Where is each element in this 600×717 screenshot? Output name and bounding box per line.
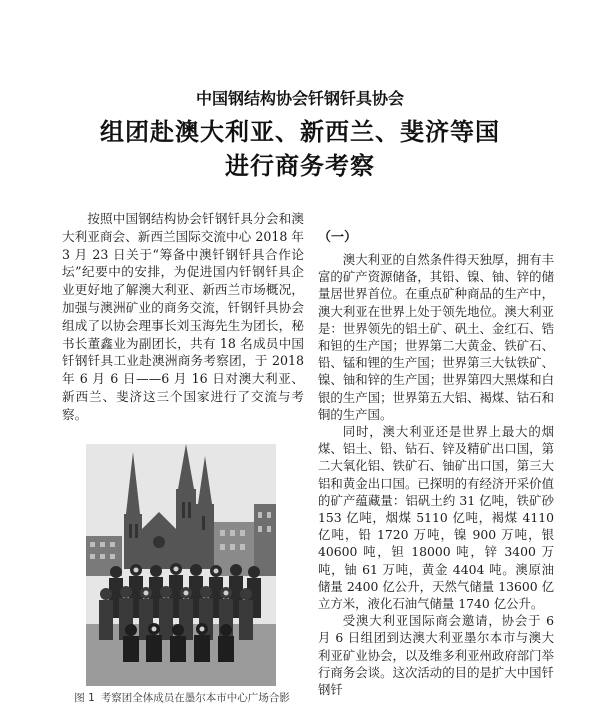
organization-name: 中国钢结构协会钎钢钎具协会 xyxy=(195,89,404,108)
left-column xyxy=(62,210,304,424)
article-title-line-1: 组团赴澳大利亚、新西兰、斐济等国 xyxy=(100,117,500,146)
right-column xyxy=(318,226,554,698)
group-photo-illustration xyxy=(86,444,276,686)
figure-caption-text: 考察团全体成员在墨尔本市中心广场合影 xyxy=(100,692,290,704)
body-paragraph-2: 同时，澳大利亚还是世界上最大的烟煤、铝土、铅、钻石、锌及精矿出口国，第二大氧化铝、铁矿石、铀矿出口国，第三大铝和黄金出口国。已探明的有经济开采价值的矿产蕴藏量：铝矾土约 31 亿吨，铁矿砂 153 亿吨，烟煤 5110 亿吨，褐煤 4110 亿吨，铅 1720 万吨，镍 900 万吨，银 40600 吨，钽 18000 吨，锌 3400 万吨，铀 61 万吨，黄金 4404 吨。澳原油储量 2400 亿公升，天然气储量 13600 亿立方米，液化石油气储量 1740 亿公升。 xyxy=(318,424,554,612)
article-title-line-2: 进行商务考察 xyxy=(225,151,375,180)
intro-paragraph: 按照中国钢结构协会钎钢钎具分会和澳大利亚商会、新西兰国际交流中心 2018 年 3 月 23 日关于“筹备中澳钎钢钎具合作论坛”纪要中的安排，为促进国内钎钢钎具企业更好地了解澳大利亚、新西兰市场概况，加强与澳洲矿业的商务交流，钎钢钎具协会组成了以协会理事长刘玉海先生为团长，秘书长董鑫业为副团长，共有 18 名成员中国钎钢钎具工业赴澳洲商务考察团，于 2018 年 6 月 6 日——6 月 16 日对澳大利亚、新西兰、斐济这三个国家进行了交流与考察。 xyxy=(62,211,304,422)
figure-number: 图 1 xyxy=(74,692,95,704)
body-paragraph-3: 受澳大利亚国际商会邀请，协会于 6 月 6 日组团到达澳大利亚墨尔本市与澳大利亚矿业协会，以及维多利亚州政府部门举行商务会谈。这次活动的目的是扩大中国钎钢钎 xyxy=(318,613,554,698)
group-photo xyxy=(86,444,276,686)
body-paragraph-1: 澳大利亚的自然条件得天独厚，拥有丰富的矿产资源储备，其铅、镍、铀、锌的储量居世界首位。在重点矿种商品的生产中，澳大利亚在世界上处于领先地位。澳大利亚是：世界领先的铝土矿、矾土、金红石、锆和钽的生产国；世界第二大黄金、铁矿石、铅、锰和锂的生产国；世界第三大钛铁矿、镍、铀和锌的生产国；世界第四大黑煤和白银的生产国；世界第五大铝、褐煤、钴石和铜的生产国。 xyxy=(318,252,554,422)
figure-caption xyxy=(62,690,302,706)
section-label: （一） xyxy=(318,230,358,245)
